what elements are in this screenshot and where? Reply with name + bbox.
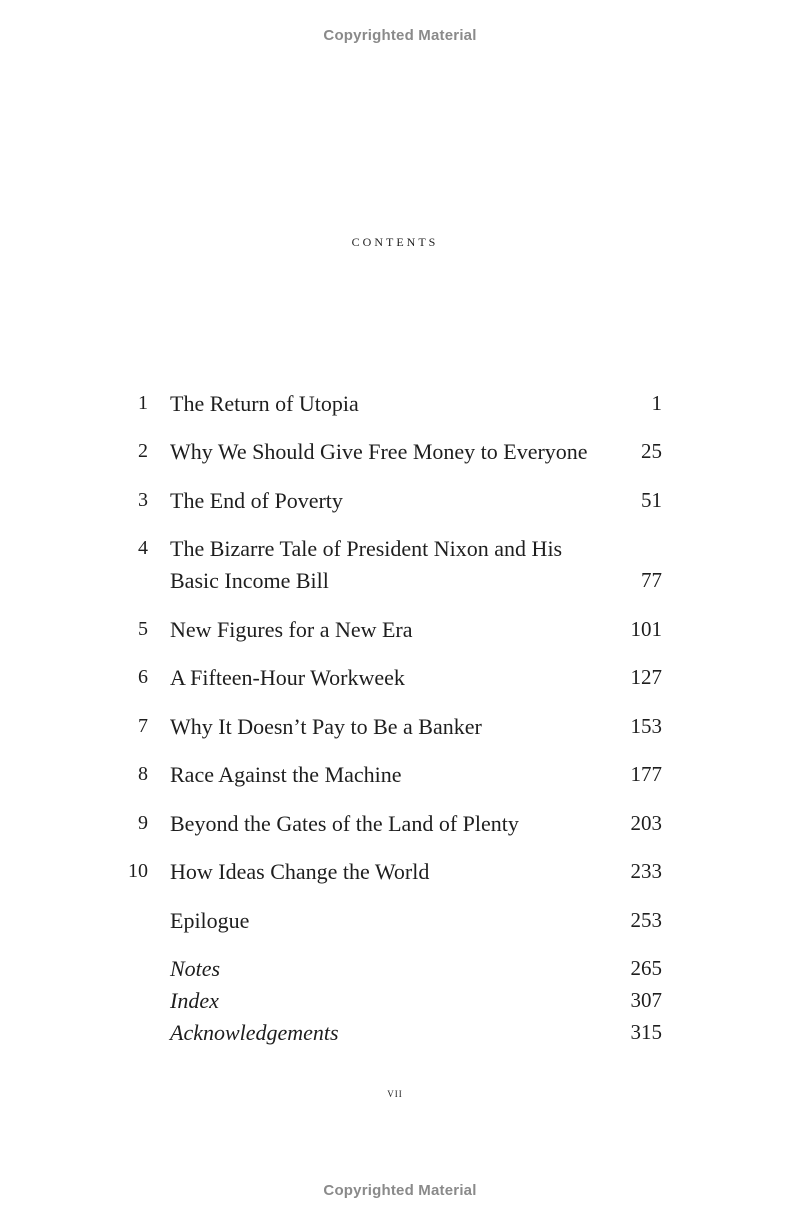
chapter-title: Race Against the Machine — [170, 762, 402, 787]
chapter-title: The End of Poverty — [170, 488, 343, 513]
chapter-number: 4 — [138, 537, 148, 559]
page-folio: vii — [387, 1085, 403, 1100]
page-number: 315 — [630, 1020, 662, 1044]
page-number: 25 — [641, 439, 662, 463]
page-number: 127 — [630, 665, 662, 689]
copyright-watermark-top: Copyrighted Material — [323, 27, 477, 44]
page-number: 177 — [630, 762, 662, 786]
chapter-title: Epilogue — [170, 908, 250, 933]
page-number: 77 — [641, 568, 662, 592]
page-number: 153 — [630, 714, 662, 738]
chapter-title: Beyond the Gates of the Land of Plenty — [170, 811, 519, 836]
page-number: 253 — [630, 908, 662, 932]
page-number: 101 — [630, 617, 662, 641]
chapter-title-line-1: The Bizarre Tale of President Nixon and His — [170, 536, 563, 561]
page-number: 1 — [651, 391, 662, 415]
chapter-number: 9 — [138, 812, 148, 834]
chapter-number: 10 — [128, 860, 148, 882]
page-number: 265 — [630, 956, 662, 980]
copyright-watermark-bottom: Copyrighted Material — [323, 1182, 477, 1199]
chapter-number: 7 — [138, 715, 148, 737]
page-number: 307 — [630, 988, 662, 1012]
chapter-number: 6 — [138, 666, 148, 688]
back-matter-title: Acknowledgements — [170, 1020, 339, 1045]
page-number: 203 — [630, 811, 662, 835]
chapter-title: A Fifteen-Hour Workweek — [170, 665, 405, 690]
chapter-number: 5 — [138, 618, 148, 640]
chapter-title: The Return of Utopia — [170, 391, 359, 416]
page-number: 233 — [630, 859, 662, 883]
chapter-title: Why It Doesn’t Pay to Be a Banker — [170, 714, 482, 739]
chapter-title-line-2: Basic Income Bill — [170, 568, 329, 593]
chapter-number: 8 — [138, 763, 148, 785]
chapter-title: Why We Should Give Free Money to Everyone — [170, 439, 588, 464]
chapter-number: 2 — [138, 440, 148, 462]
chapter-number: 3 — [138, 489, 148, 511]
back-matter-title: Notes — [170, 956, 221, 981]
page-number: 51 — [641, 488, 662, 512]
chapter-title: How Ideas Change the World — [170, 859, 430, 884]
contents-heading: contents — [351, 231, 439, 250]
back-matter-title: Index — [170, 988, 219, 1013]
chapter-title: New Figures for a New Era — [170, 617, 413, 642]
chapter-number: 1 — [138, 392, 148, 414]
